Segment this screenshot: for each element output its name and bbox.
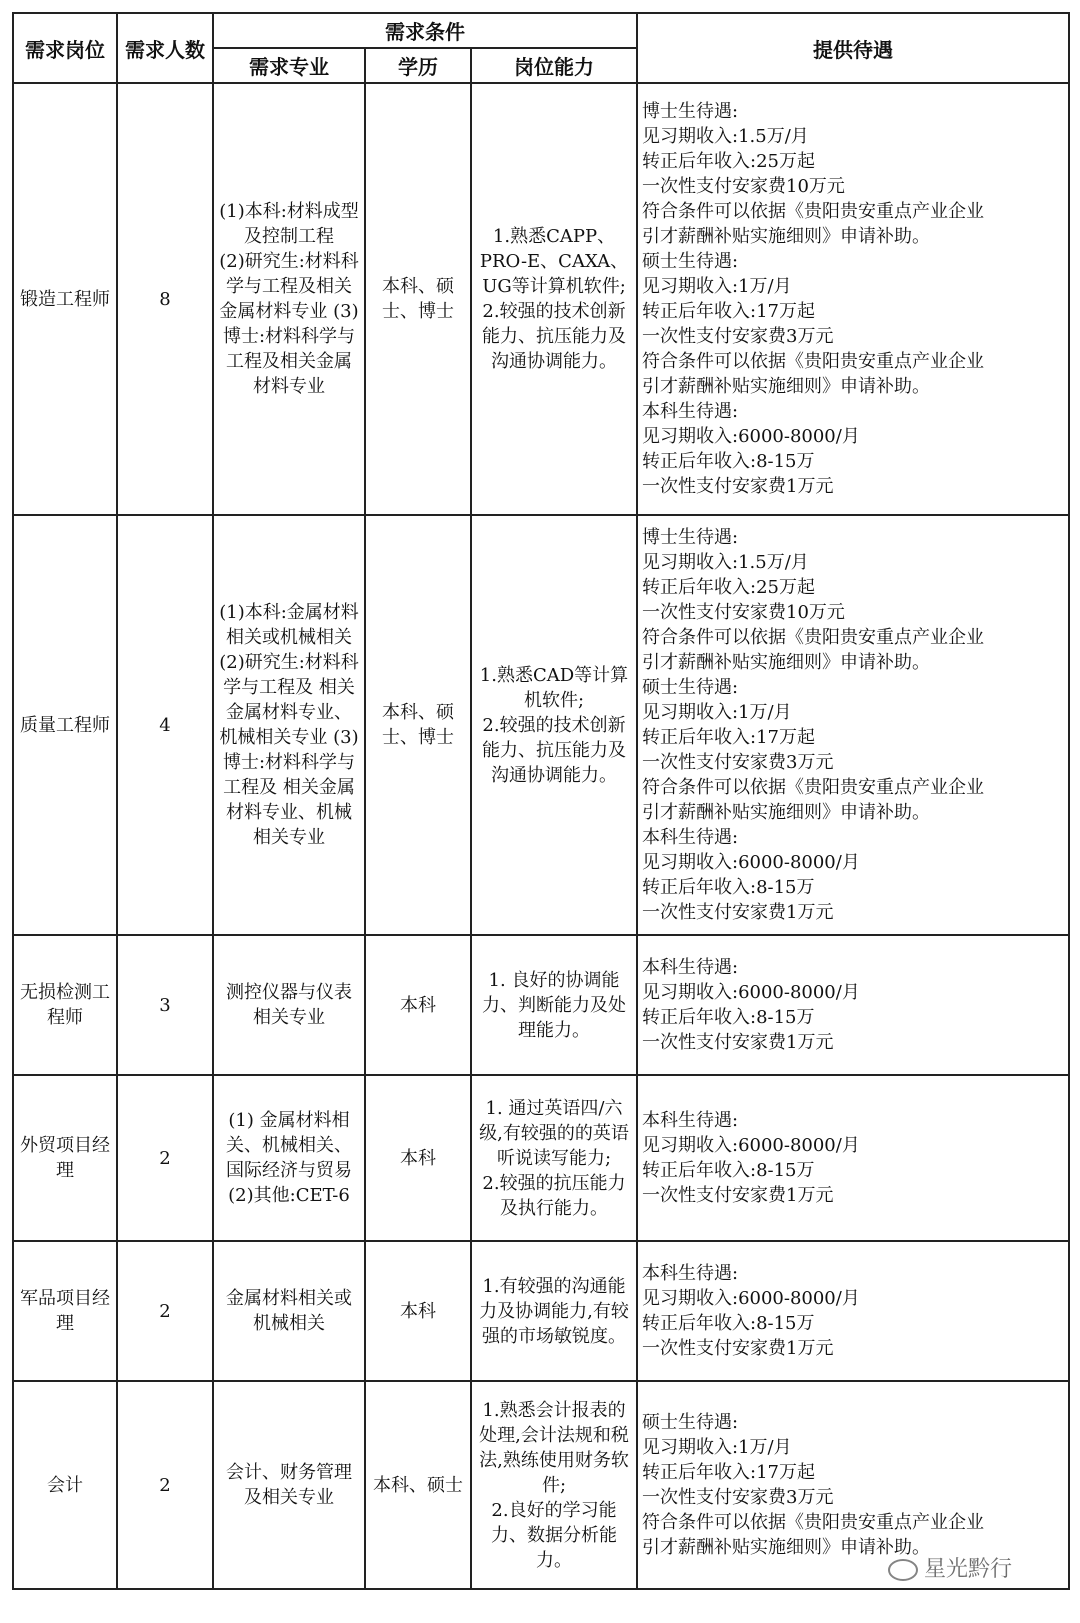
ability-cell-text: 1.熟悉CAPP、PRO-E、CAXA、UG等计算机软件; 2.较强的技术创新能力、抗压能力及沟通协调能力。 <box>479 226 629 372</box>
education-cell-text: 本科、硕士、博士 <box>382 702 454 748</box>
count-cell-text: 2 <box>159 1147 171 1169</box>
benefits-cell <box>637 515 1069 935</box>
header-ability: 岗位能力 <box>471 48 637 83</box>
major-cell-text: 测控仪器与仪表相关专业 <box>226 982 352 1028</box>
education-cell-text: 本科、硕士 <box>373 1474 463 1496</box>
position-cell <box>13 935 117 1075</box>
major-cell <box>213 935 365 1075</box>
benefit-line: 转正后年收入:8-15万 <box>642 877 815 898</box>
education-cell <box>365 515 471 935</box>
ability-cell <box>471 935 637 1075</box>
benefit-line: 符合条件可以依据《贵阳贵安重点产业企业 <box>642 201 984 222</box>
benefit-line: 见习期收入:1.5万/月 <box>642 126 809 147</box>
benefit-line: 引才薪酬补贴实施细则》申请补助。 <box>642 226 930 247</box>
major-cell <box>213 1241 365 1381</box>
major-cell <box>213 83 365 515</box>
position-cell <box>13 1241 117 1381</box>
benefit-line: 一次性支付安家费1万元 <box>642 1338 834 1359</box>
benefit-line: 符合条件可以依据《贵阳贵安重点产业企业 <box>642 1512 984 1533</box>
ability-cell <box>471 83 637 515</box>
table-row <box>13 83 1069 515</box>
count-cell-text: 4 <box>159 714 171 736</box>
education-cell-text: 本科 <box>400 994 436 1016</box>
benefit-line: 转正后年收入:8-15万 <box>642 1007 815 1028</box>
benefit-line: 博士生待遇: <box>642 101 739 122</box>
benefit-line: 转正后年收入:8-15万 <box>642 1160 815 1181</box>
count-cell <box>117 83 213 515</box>
ability-cell <box>471 1381 637 1589</box>
benefit-line: 一次性支付安家费1万元 <box>642 902 834 923</box>
ability-cell-text: 1.有较强的沟通能力及协调能力,有较强的市场敏锐度。 <box>479 1275 629 1347</box>
major-cell-text: (1)本科:材料成型及控制工程 (2)研究生:材料科学与工程及相关金属材料专业 (3)博士:材料科学与工程及相关金属材料专业 <box>219 201 359 397</box>
major-cell <box>213 1381 365 1589</box>
benefit-line: 一次性支付安家费3万元 <box>642 326 834 347</box>
benefit-line: 见习期收入:6000-8000/月 <box>642 1288 860 1309</box>
major-cell <box>213 515 365 935</box>
benefit-line: 转正后年收入:17万起 <box>642 727 815 748</box>
benefit-line: 引才薪酬补贴实施细则》申请补助。 <box>642 376 930 397</box>
benefit-line: 硕士生待遇: <box>642 251 739 272</box>
benefits-cell <box>637 935 1069 1075</box>
count-cell <box>117 1075 213 1241</box>
position-cell-text: 外贸项目经理 <box>20 1135 110 1181</box>
count-cell <box>117 1241 213 1381</box>
benefit-line: 转正后年收入:25万起 <box>642 151 815 172</box>
table-row <box>13 1241 1069 1381</box>
position-cell-text: 军品项目经理 <box>20 1288 110 1334</box>
major-cell-text: 金属材料相关或机械相关 <box>226 1288 352 1334</box>
education-cell <box>365 1241 471 1381</box>
major-cell-text: 会计、财务管理及相关专业 <box>226 1462 352 1508</box>
position-cell <box>13 515 117 935</box>
education-cell <box>365 1381 471 1589</box>
position-cell-text: 质量工程师 <box>20 714 110 736</box>
benefit-line: 符合条件可以依据《贵阳贵安重点产业企业 <box>642 777 984 798</box>
benefit-line: 见习期收入:6000-8000/月 <box>642 982 860 1003</box>
benefit-line: 符合条件可以依据《贵阳贵安重点产业企业 <box>642 627 984 648</box>
benefits-cell <box>637 1075 1069 1241</box>
benefit-line: 一次性支付安家费1万元 <box>642 1185 834 1206</box>
benefit-line: 硕士生待遇: <box>642 1412 739 1433</box>
count-cell-text: 2 <box>159 1300 171 1322</box>
ability-cell <box>471 1241 637 1381</box>
position-cell <box>13 1075 117 1241</box>
header-major: 需求专业 <box>213 48 365 83</box>
benefit-line: 见习期收入:6000-8000/月 <box>642 426 860 447</box>
benefit-line: 一次性支付安家费10万元 <box>642 602 845 623</box>
benefit-line: 引才薪酬补贴实施细则》申请补助。 <box>642 652 930 673</box>
ability-cell-text: 1.熟悉CAD等计算机软件; 2.较强的技术创新能力、抗压能力及沟通协调能力。 <box>479 664 629 786</box>
benefit-line: 一次性支付安家费1万元 <box>642 1032 834 1053</box>
benefit-line: 博士生待遇: <box>642 527 739 548</box>
table-row <box>13 515 1069 935</box>
count-cell <box>117 1381 213 1589</box>
benefits-cell <box>637 83 1069 515</box>
header-position: 需求岗位 <box>13 13 117 83</box>
benefit-line: 本科生待遇: <box>642 1110 739 1131</box>
education-cell-text: 本科 <box>400 1300 436 1322</box>
benefit-line: 见习期收入:1万/月 <box>642 1437 792 1458</box>
recruitment-table <box>12 12 1070 1590</box>
header-count: 需求人数 <box>117 13 213 83</box>
position-cell-text: 会计 <box>47 1474 83 1496</box>
count-cell-text: 2 <box>159 1474 171 1496</box>
education-cell-text: 本科、硕士、博士 <box>382 276 454 322</box>
major-cell-text: (1) 金属材料相关、机械相关、国际经济与贸易 (2)其他:CET-6 <box>226 1110 352 1206</box>
table-row <box>13 935 1069 1075</box>
ability-cell-text: 1.熟悉会计报表的处理,会计法规和税法,熟练使用财务软件; 2.良好的学习能力、数据分析能力。 <box>479 1399 629 1571</box>
watermark <box>888 1552 1012 1583</box>
benefits-cell <box>637 1241 1069 1381</box>
benefit-line: 转正后年收入:17万起 <box>642 1462 815 1483</box>
benefit-line: 一次性支付安家费1万元 <box>642 476 834 497</box>
benefit-line: 本科生待遇: <box>642 827 739 848</box>
benefit-line: 本科生待遇: <box>642 401 739 422</box>
ability-cell <box>471 1075 637 1241</box>
major-cell <box>213 1075 365 1241</box>
position-cell-text: 无损检测工程师 <box>20 982 110 1028</box>
benefit-line: 见习期收入:6000-8000/月 <box>642 852 860 873</box>
benefit-line: 转正后年收入:8-15万 <box>642 1313 815 1334</box>
benefit-line: 硕士生待遇: <box>642 677 739 698</box>
major-cell-text: (1)本科:金属材料相关或机械相关 (2)研究生:材料科学与工程及 相关金属材料专业、机械相关专业 (3)博士:材料科学与工程及 相关金属材料专业、机械相关专业 <box>219 602 359 848</box>
benefit-line: 见习期收入:1.5万/月 <box>642 552 809 573</box>
benefit-line: 引才薪酬补贴实施细则》申请补助。 <box>642 1537 930 1558</box>
education-cell <box>365 935 471 1075</box>
position-cell-text: 锻造工程师 <box>20 288 110 310</box>
benefit-line: 见习期收入:1万/月 <box>642 702 792 723</box>
benefit-line: 一次性支付安家费3万元 <box>642 752 834 773</box>
benefit-line: 本科生待遇: <box>642 1263 739 1284</box>
benefit-line: 符合条件可以依据《贵阳贵安重点产业企业 <box>642 351 984 372</box>
table-body <box>13 83 1069 1589</box>
ability-cell <box>471 515 637 935</box>
benefit-line: 见习期收入:6000-8000/月 <box>642 1135 860 1156</box>
watermark-text: 星光黔行 <box>923 1557 1012 1582</box>
benefit-line: 引才薪酬补贴实施细则》申请补助。 <box>642 802 930 823</box>
table-row <box>13 1075 1069 1241</box>
ability-cell-text: 1. 通过英语四/六级,有较强的的英语听说读写能力; 2.较强的抗压能力及执行能力。 <box>479 1097 629 1219</box>
benefit-line: 转正后年收入:8-15万 <box>642 451 815 472</box>
benefit-line: 一次性支付安家费3万元 <box>642 1487 834 1508</box>
position-cell <box>13 83 117 515</box>
header-education: 学历 <box>365 48 471 83</box>
benefit-line: 转正后年收入:25万起 <box>642 577 815 598</box>
wechat-logo-icon <box>888 1559 918 1581</box>
benefit-line: 一次性支付安家费10万元 <box>642 176 845 197</box>
position-cell <box>13 1381 117 1589</box>
benefit-line: 见习期收入:1万/月 <box>642 276 792 297</box>
benefit-line: 转正后年收入:17万起 <box>642 301 815 322</box>
count-cell <box>117 935 213 1075</box>
count-cell-text: 3 <box>159 994 171 1016</box>
header-conditions: 需求条件 <box>213 13 637 48</box>
count-cell-text: 8 <box>159 288 171 310</box>
count-cell <box>117 515 213 935</box>
benefit-line: 本科生待遇: <box>642 957 739 978</box>
education-cell <box>365 83 471 515</box>
header-benefits: 提供待遇 <box>637 13 1069 83</box>
education-cell <box>365 1075 471 1241</box>
education-cell-text: 本科 <box>400 1147 436 1169</box>
ability-cell-text: 1. 良好的协调能力、判断能力及处理能力。 <box>482 969 626 1041</box>
